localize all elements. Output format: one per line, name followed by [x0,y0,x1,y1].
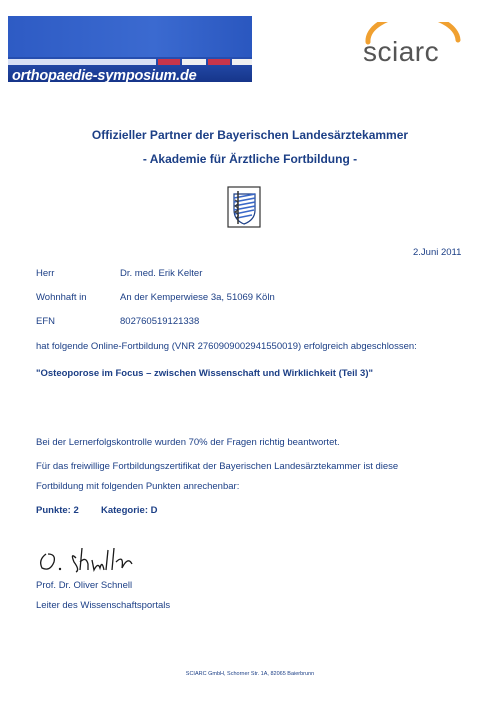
recipient-name: Dr. med. Erik Kelter [120,268,203,279]
note-line-2: Fortbildung mit folgenden Punkten anrechenbar: [36,481,240,492]
banner-text: orthopaedie-symposium.de [12,68,197,82]
title-line-2: - Akademie für Ärztliche Fortbildung - [142,152,358,166]
recipient-address: An der Kemperwiese 3a, 51069 Köln [120,292,275,303]
banner-stripe [232,59,252,65]
header-banner [8,16,252,82]
points-value: Punkte: 2 [36,505,79,516]
banner-stripe [182,59,206,65]
efn-number: 802760519121338 [120,316,200,327]
title-line-1: Offizieller Partner der Bayerischen Landesärztekammer [91,128,409,142]
sciarc-logo [360,22,480,72]
address-label: Wohnhaft in [36,292,87,303]
category-value: Kategorie: D [101,505,158,516]
handwritten-signature [36,540,166,578]
banner-sky [8,16,252,57]
banner-stripe [8,59,156,65]
course-title: "Osteoporose im Focus – zwischen Wissenschaft und Wirklichkeit (Teil 3)" [36,368,374,379]
footer-address: SCIARC GmbH, Schorner Str. 1A, 82065 Baierbrunn [185,671,315,677]
efn-label: EFN [36,316,55,327]
course-intro: hat folgende Online-Fortbildung (VNR 2760909002941550019) erfolgreich abgeschlossen: [36,341,417,352]
signer-name: Prof. Dr. Oliver Schnell [36,580,133,591]
signer-role: Leiter des Wissenschaftsportals [36,600,171,611]
note-line-1: Für das freiwillige Fortbildungszertifikat der Bayerischen Landesärztekammer ist diese [36,461,399,472]
logo-text: sciarc [363,36,440,67]
salutation-label: Herr [36,268,55,279]
banner-stripe [158,59,180,65]
banner-stripe [208,59,230,65]
issue-date: 2.Juni 2011 [413,247,462,258]
result-text: Bei der Lernerfolgskontrolle wurden 70% der Fragen richtig beantwortet. [36,437,340,448]
bavarian-crest-icon [227,186,261,228]
